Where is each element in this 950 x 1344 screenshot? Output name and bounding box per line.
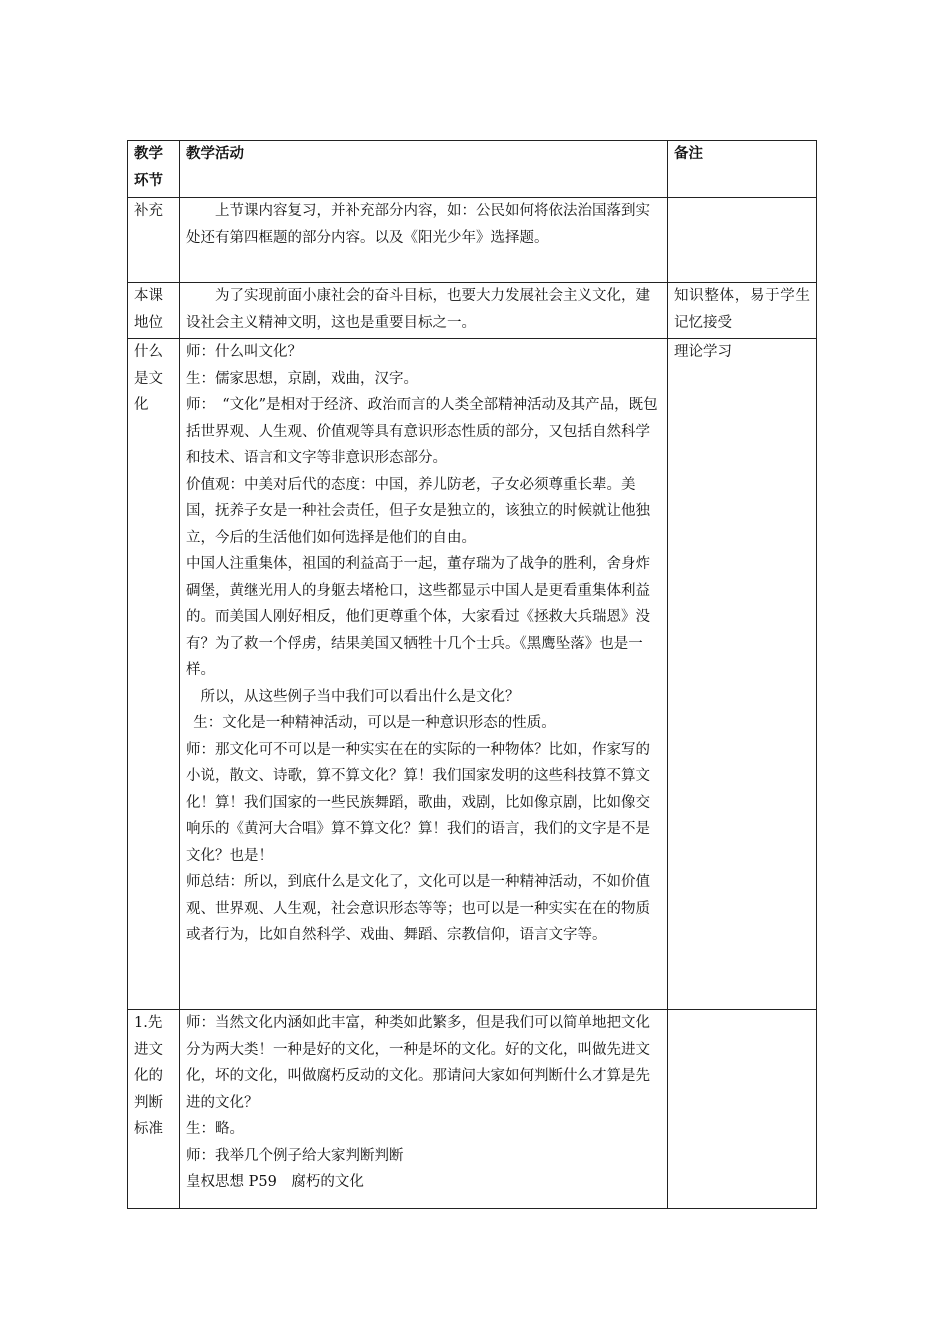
table-row	[128, 1010, 817, 1209]
stage-label: 什么是文化	[134, 344, 163, 413]
stage-cell	[128, 198, 180, 283]
activity-cell	[180, 283, 668, 339]
table-row	[128, 198, 817, 283]
note-cell	[668, 198, 817, 283]
header-note: 备注	[668, 141, 817, 198]
activity-cell	[180, 339, 668, 1010]
table-row	[128, 283, 817, 339]
activity-paragraph: 上节课内容复习，并补充部分内容，如：公民如何将依法治国落到实处还有第四框题的部分内容。以及《阳光少年》选择题。	[186, 203, 650, 246]
stage-label: 本课地位	[134, 288, 163, 331]
stage-label: 补充	[134, 203, 163, 219]
header-stage: 教学环节	[128, 141, 180, 198]
lesson-plan-table	[127, 140, 817, 1209]
activity-paragraph: 师：我举几个例子给大家判断判断	[186, 1147, 404, 1164]
activity-paragraph: 师：当然文化内涵如此丰富，种类如此繁多，但是我们可以简单地把文化分为两大类！一种是好的文化，一种是坏的文化。好的文化，叫做先进文化，坏的文化，叫做腐朽反动的文化。那请问大家如何判断什么才算是先进的文化？	[186, 1015, 650, 1111]
activity-paragraph: 师：什么叫文化？	[186, 344, 302, 360]
note-cell	[668, 283, 817, 339]
stage-label: 1.先进文化的判断标准	[134, 1015, 163, 1137]
stage-cell	[128, 1010, 180, 1209]
activity-paragraph: 师： “文化”是相对于经济、政治而言的人类全部精神活动及其产品，既包括世界观、人生观、价值观等具有意识形态性质的部分，又包括自然科学和技术、语言和文字等非意识形态部分。	[186, 397, 658, 466]
header-activity: 教学活动	[180, 141, 668, 198]
activity-paragraph: 所以，从这些例子当中我们可以看出什么是文化？	[200, 688, 520, 705]
stage-cell	[128, 283, 180, 339]
activity-paragraph: 价值观：中美对后代的态度：中国，养儿防老，子女必须尊重长辈。美国，抚养子女是一种社会责任，但子女是独立的，该独立的时候就让他独立，今后的生活他们如何选择是他们的自由。	[186, 476, 650, 546]
note-cell	[668, 1010, 817, 1209]
note-text: 理论学习	[674, 344, 732, 360]
activity-paragraph: 皇权思想 P59 腐朽的文化	[186, 1174, 364, 1190]
activity-paragraph: 生：儒家思想，京剧，戏曲，汉字。	[186, 370, 418, 387]
table-row	[128, 339, 817, 1010]
stage-cell	[128, 339, 180, 1010]
note-cell	[668, 339, 817, 1010]
activity-paragraph: 生：略。	[186, 1121, 244, 1137]
activity-cell	[180, 1010, 668, 1209]
activity-paragraph: 师总结：所以，到底什么是文化了，文化可以是一种精神活动，不如价值观、世界观、人生观，社会意识形态等等；也可以是一种实实在在的物质或者行为，比如自然科学、戏曲、舞蹈、宗教信仰，语言文字等。	[186, 874, 650, 943]
activity-paragraph: 师：那文化可不可以是一种实实在在的实际的一种物体？比如，作家写的小说，散文、诗歌，算不算文化？算！我们国家发明的这些科技算不算文化！算！我们国家的一些民族舞蹈，歌曲，戏剧，比如像京剧，比如像交响乐的《黄河大合唱》算不算文化？算！我们的语言，我们的文字是不是文化？也是！	[186, 741, 650, 864]
activity-paragraph: 为了实现前面小康社会的奋斗目标，也要大力发展社会主义文化，建设社会主义精神文明，这也是重要目标之一。	[186, 288, 650, 331]
header-row	[128, 141, 817, 198]
activity-paragraph: 生：文化是一种精神活动，可以是一种意识形态的性质。	[193, 715, 556, 731]
activity-paragraph: 中国人注重集体，祖国的利益高于一起，董存瑞为了战争的胜利，舍身炸碉堡，黄继光用人的身躯去堵枪口，这些都显示中国人是更看重集体利益的。而美国人刚好相反，他们更尊重个体，大家看过《拯救大兵瑞恩》没有？为了救一个俘虏，结果美国又牺牲十几个士兵。《黑鹰坠落》也是一样。	[186, 556, 650, 678]
note-text: 知识整体，易于学生记忆接受	[674, 288, 810, 331]
activity-cell	[180, 198, 668, 283]
